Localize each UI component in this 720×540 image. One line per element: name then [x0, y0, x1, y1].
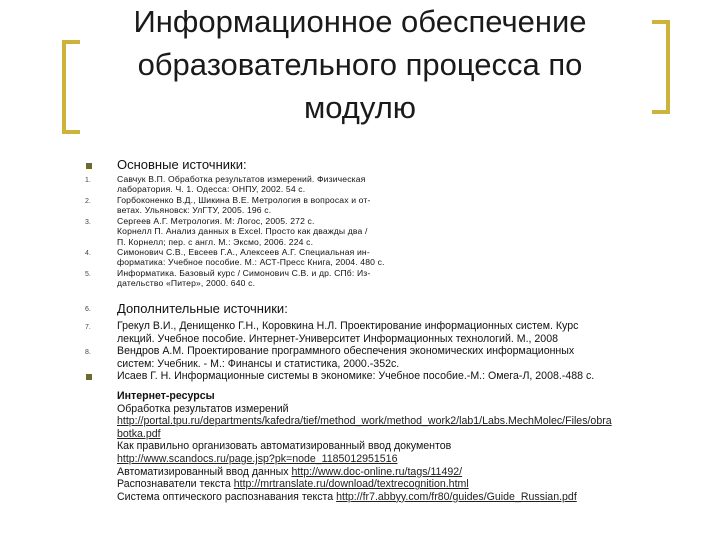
resource-entry	[117, 491, 687, 504]
list-item	[117, 370, 594, 383]
list-item-line: Симонович С.В., Евсеев Г.А., Алексеев А.Г. Специальная ин-	[117, 247, 370, 257]
list-item-line: лаборатория. Ч. 1. Одесса: ОНПУ, 2002. 54 с.	[117, 184, 306, 195]
resource-label: Система оптического распознавания текста	[117, 490, 337, 503]
resource-label: Как правильно организовать автоматизированный ввод документов	[117, 440, 452, 453]
list-item-line: ветах. Ульяновск: УлГТУ, 2005. 196 с.	[117, 205, 272, 216]
resource-link[interactable]: http://www.doc-online.ru/tags/11492/	[291, 465, 463, 478]
link-text-line: botka.pdf	[117, 427, 161, 440]
list-item-line: Вендров А.М. Проектирование программного обеспечения экономических информационных	[117, 345, 575, 357]
list-item	[117, 174, 366, 195]
main-sources-heading: Основные источники:	[117, 157, 247, 172]
list-item	[117, 268, 370, 289]
list-item	[117, 195, 371, 216]
square-bullet-icon	[86, 374, 92, 380]
resource-entry	[117, 478, 687, 491]
internet-resources-heading: Интернет-ресурсы	[117, 390, 215, 402]
title-line: образовательного процесса по	[137, 47, 583, 82]
resource-link[interactable]	[117, 415, 612, 440]
resource-label: Автоматизированный ввод данных	[117, 465, 292, 478]
resource-label: Обработка результатов измерений	[117, 402, 289, 415]
list-item-line: форматика: Учебное пособие. М.: АСТ-Пресс Книга, 2004. 480 с.	[117, 257, 385, 268]
list-item-line: Савчук В.П. Обработка результатов измерений. Физическая	[117, 174, 366, 184]
additional-sources-heading: Дополнительные источники:	[117, 301, 288, 316]
list-item-line: П. Корнелл; пер. с англ. М.: Эксмо, 2006. 224 с.	[117, 236, 314, 247]
page-title	[90, 0, 630, 129]
list-number: 1.	[85, 177, 91, 184]
list-item-line: Горбоконенко В.Д., Шикина В.Е. Метрология в вопросах и от-	[117, 195, 371, 205]
list-item-line: лекций. Учебное пособие. Интернет-Университет Информационных технологий. М., 2008	[117, 332, 558, 345]
left-bracket-decoration	[62, 40, 80, 134]
resource-link[interactable]: http://fr7.abbyy.com/fr80/guides/Guide_Russian.pdf	[336, 490, 577, 503]
list-number: 5.	[85, 271, 91, 278]
link-text-line: http://portal.tpu.ru/departments/kafedra/tief/method_work/method_work2/lab1/Labs.MechMolec/Files/obra	[117, 415, 612, 428]
list-number: 2.	[85, 198, 91, 205]
resource-entry	[117, 466, 687, 479]
list-number: 8.	[85, 349, 91, 356]
right-bracket-decoration	[652, 20, 670, 114]
list-item	[117, 216, 368, 247]
list-number: 4.	[85, 250, 91, 257]
resource-label: Распознаватели текста	[117, 478, 234, 491]
list-item	[117, 320, 578, 345]
resource-link[interactable]: http://mrtranslate.ru/download/textrecognition.html	[233, 478, 469, 491]
internet-resources-block	[117, 390, 687, 503]
list-item	[117, 247, 385, 268]
list-number: 3.	[85, 219, 91, 226]
list-item-line: Информатика. Базовый курс / Симонович С.В. и др. СПб: Из-	[117, 268, 371, 278]
list-number: 6.	[85, 306, 91, 313]
title-line: модулю	[303, 90, 417, 125]
list-item-line: Грекул В.И., Денищенко Г.Н., Коровкина Н.Л. Проектирование информационных систем. Курс	[117, 320, 579, 332]
list-item-line: Исаев Г. Н. Информационные системы в экономике: Учебное пособие.-М.: Омега-Л, 2008.-488 с.	[117, 370, 595, 382]
list-item-line: систем: Учебник. - М.: Финансы и статистика, 2000.-352с.	[117, 357, 400, 370]
list-item-line: Сергеев А.Г. Метрология. М: Логос, 2005. 272 с.	[117, 216, 315, 226]
resource-link[interactable]: http://www.scandocs.ru/page.jsp?pk=node_1185012951516	[117, 452, 398, 465]
title-line: Информационное обеспечение	[133, 4, 587, 39]
square-bullet-icon	[86, 163, 92, 169]
list-item-line: дательство «Питер», 2000. 640 с.	[117, 278, 256, 289]
list-item	[117, 345, 574, 370]
list-item-line: Корнелл П. Анализ данных в Excel. Просто как дважды два /	[117, 226, 368, 237]
list-number: 7.	[85, 324, 91, 331]
